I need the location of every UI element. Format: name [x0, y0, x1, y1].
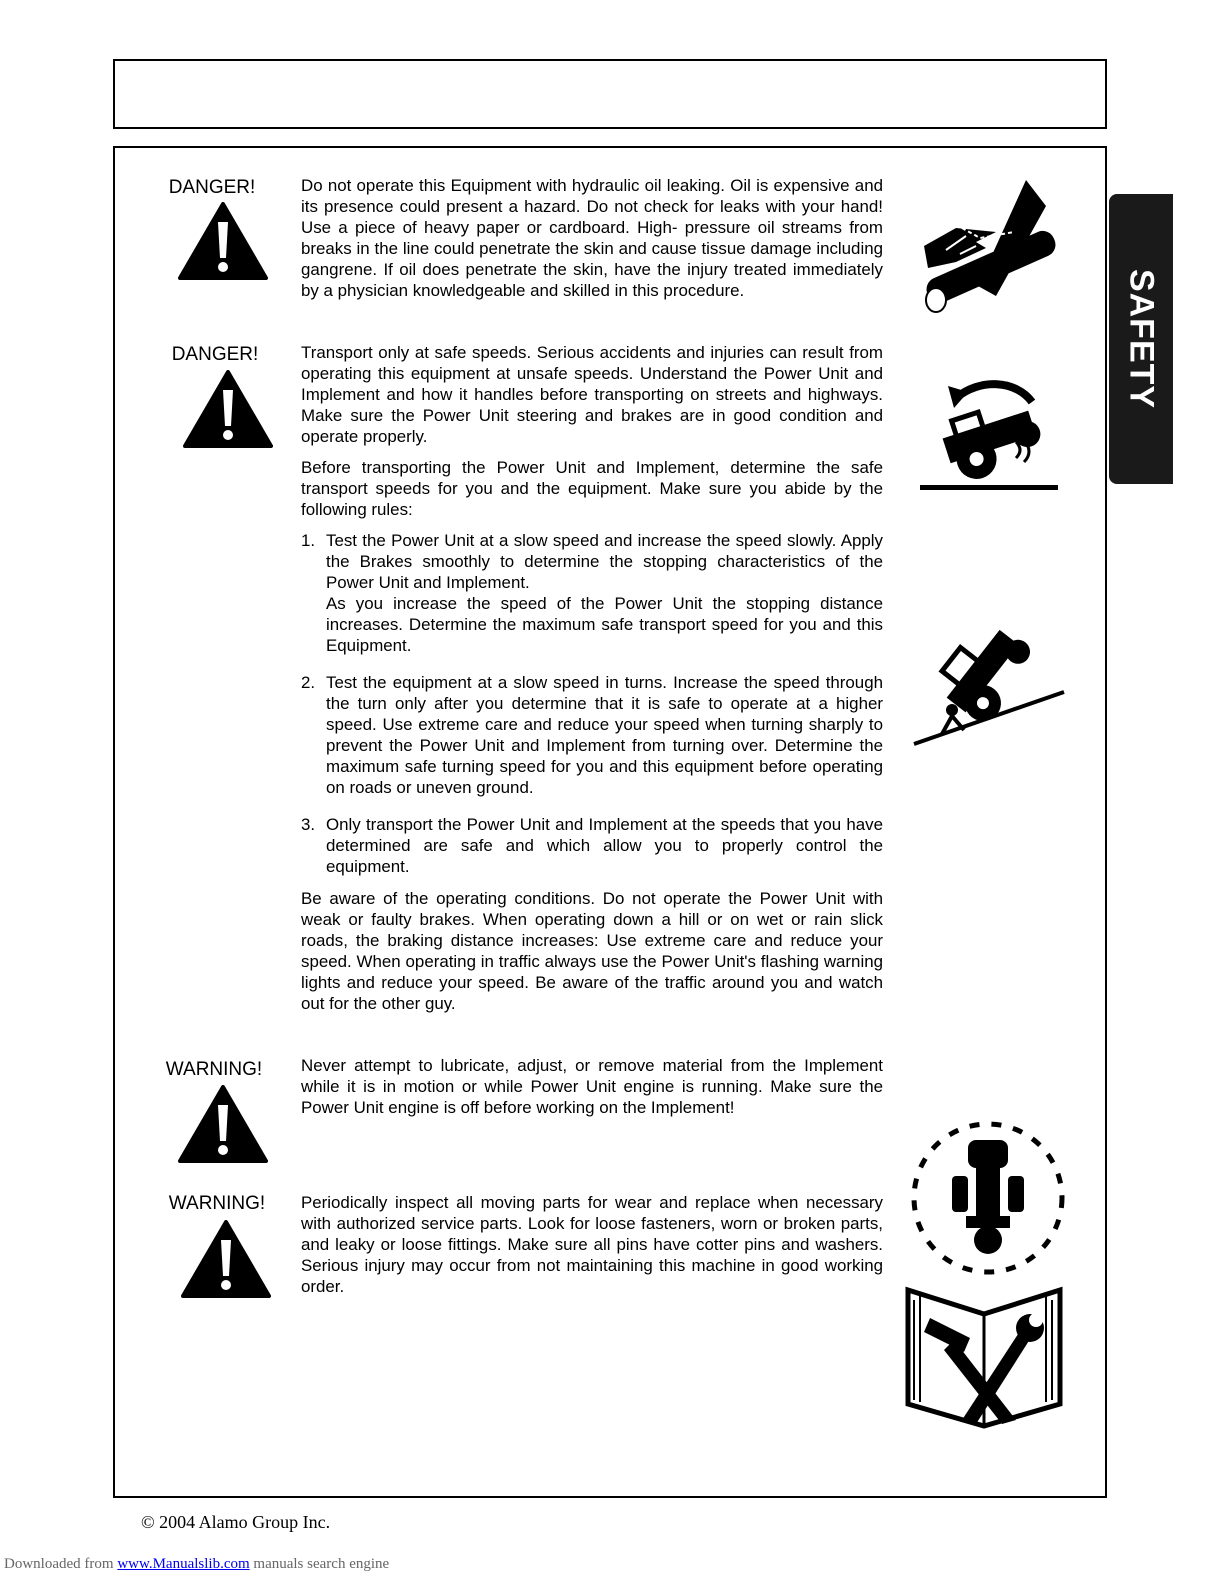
inspect-parts-text: Periodically inspect all moving parts for wear and replace when necessary with authorized service parts. Look for loose fasteners, worn or broken parts, and leaky or loose fittings. Make sure all pins have cotter pins and washers. Serious injury may occur from not maintaining this machine in good working order. — [301, 1193, 883, 1296]
warning-triangle-icon — [178, 1085, 268, 1165]
list-item: 3. Only transport the Power Unit and Implement at the speeds that you have determined are safe and which allow you to properly control the equipment. — [301, 815, 883, 876]
transport-speed-text: Transport only at safe speeds. Serious accidents and injuries can result from operating this equipment at unsafe speeds. Understand the Power Unit and Implement and how it handles before transporting on streets and highways. Make sure the Power Unit steering and brakes are in good condition and operate properly. Before transporting the Power Unit and Implement, determine the safe transport speeds for you and the equipment. Make sure you abide by the following rules: — [301, 343, 883, 519]
operating-conditions-text: Be aware of the operating conditions. Do not operate the Power Unit with weak or faulty brakes. When operating down a hill or on wet or rain slick roads, the braking distance increases: Use extreme care and reduce your speed. When operating in traffic always use the Power Unit's flashing warning lights and reduce your speed. Be aware of the traffic around you and watch out for the other guy. — [301, 889, 883, 1013]
hydraulic-warning-text: Do not operate this Equipment with hydraulic oil leaking. Oil is expensive and its presence could present a hazard. Do not check for leaks with your hand! Use a piece of heavy paper or cardboard. High- pressure oil streams from breaks in the line could penetrate the skin and cause tissue damage including gangrene. If oil does penetrate the skin, have the injury treated immediately by a physician knowledgeable and skilled in this procedure. — [301, 176, 883, 300]
tractor-rollover-slope-icon — [912, 600, 1067, 750]
tractor-top-view-circle-icon — [906, 1116, 1071, 1276]
warning-triangle-icon — [183, 370, 273, 450]
list-item: 1. Test the Power Unit at a slow speed and increase the speed slowly. Apply the Brakes smoothly to determine the stopping characteristics of the Power Unit and Implement. As you increase the speed of the Power Unit the stopping distance increases. Determine the maximum safe transport speed for you and this Equipment. — [301, 531, 883, 655]
header-box — [113, 59, 1107, 129]
danger-label: DANGER! — [168, 177, 256, 198]
section-tab — [1109, 194, 1173, 484]
section-tab-label: SAFETY — [1122, 268, 1161, 410]
manualslib-link[interactable]: www.Manualslib.com — [117, 1556, 250, 1572]
list-item: 2. Test the equipment at a slow speed in turns. Increase the speed through the turn only after you determine that it is safe to operate at a higher speed. Use extreme care and reduce your speed when turning sharply to prevent the Power Unit and Implement from turning over. Determine the maximum safe turning speed for you and this equipment before operating on roads or uneven ground. — [301, 673, 883, 797]
download-notice: Downloaded from www.Manualslib.com manuals search engine — [4, 1556, 390, 1572]
copyright-footer: © 2004 Alamo Group Inc. — [141, 1512, 331, 1532]
danger-label-transport: DANGER! — [171, 344, 259, 365]
hand-oil-leak-icon — [916, 176, 1061, 314]
warning-triangle-icon — [181, 1220, 271, 1300]
lubricate-warning-text: Never attempt to lubricate, adjust, or remove material from the Implement while it is in motion or while Power Unit engine is running. Make sure the Power Unit engine is off before working on the Implement! — [301, 1056, 883, 1117]
warning-label: WARNING! — [165, 1059, 263, 1080]
tractor-tipping-icon — [920, 372, 1070, 497]
warning-triangle-icon — [178, 202, 268, 282]
transport-rules-list — [301, 530, 883, 893]
manual-tools-icon — [904, 1270, 1069, 1430]
warning-label-maintenance: WARNING! — [168, 1193, 266, 1214]
